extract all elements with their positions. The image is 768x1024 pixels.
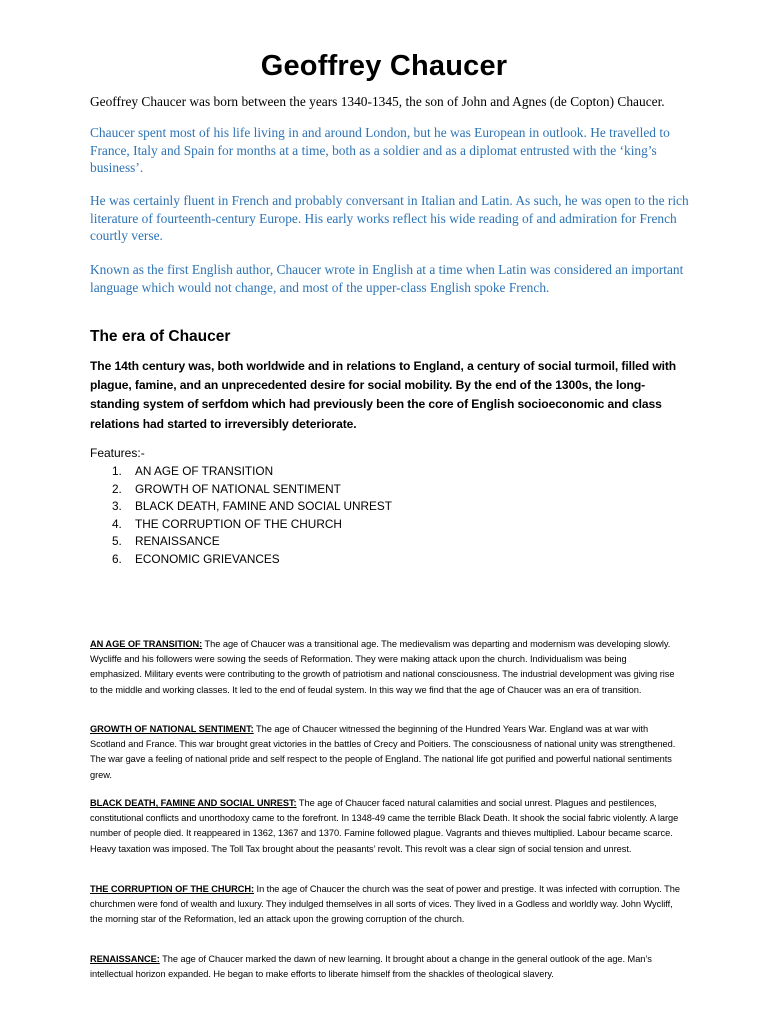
page-title: Geoffrey Chaucer (260, 50, 508, 82)
intro-paragraph: Geoffrey Chaucer was born between the years 1340-1345, the son of John and Agnes (de Copton) Chaucer. (90, 94, 665, 109)
list-text: AN AGE OF TRANSITION (135, 464, 274, 478)
paragraph-languages: He was certainly fluent in French and probably conversant in Italian and Latin. As such, he was open to the rich literature of fourteenth-century Europe. His early works reflect his wide reading of and admiration for French courtly verse. (90, 193, 689, 243)
list-number: 2. (112, 481, 122, 496)
section-text: The age of Chaucer marked the dawn of new learning. It brought about a change in the general outlook of the age. Man’s intellectual horizon expanded. He began to make efforts to liberate himself from the shackles of theological slavery. (90, 954, 652, 980)
list-item (90, 533, 392, 551)
list-number: 6. (112, 551, 122, 566)
list-item (90, 551, 392, 569)
section-label: BLACK DEATH, FAMINE AND SOCIAL UNREST: (90, 798, 297, 808)
list-item (90, 463, 392, 481)
paragraph-london: Chaucer spent most of his life living in and around London, but he was European in outlook. He travelled to France, Italy and Spain for months at a time, both as a soldier and as a diplomat entrusted with the ‘king’s business’. (90, 125, 670, 175)
list-text: ECONOMIC GRIEVANCES (135, 551, 280, 566)
section-text: The age of Chaucer witnessed the beginning of the Hundred Years War. England was at war with Scotland and France. This war brought great victories in the battles of Crecy and Poitiers. The consciousness of national unity was strengthened. The war gave a feeling of national pride and self respect to the people of England. The national life got purified and powerful national sentiments grew. (90, 724, 676, 780)
section-corruption-church (90, 882, 680, 928)
section-label: AN AGE OF TRANSITION: (90, 639, 203, 649)
era-paragraph: The 14th century was, both worldwide and in relations to England, a century of social turmoil, filled with plague, famine, and an unprecedented desire for social mobility. By the end of the 1300s, the long-standing system of serfdom which had previously been the core of English socioeconomic and class relations had started to irreversibly deteriorate. (90, 359, 677, 431)
list-item (90, 498, 392, 516)
section-age-of-transition (90, 637, 680, 698)
list-text: BLACK DEATH, FAMINE AND SOCIAL UNREST (135, 499, 392, 514)
list-number: 4. (112, 516, 122, 531)
section-label: GROWTH OF NATIONAL SENTIMENT: (90, 724, 254, 734)
section-renaissance (90, 952, 680, 982)
list-number: 5. (112, 534, 122, 549)
features-list (90, 463, 392, 569)
section-text: The age of Chaucer was a transitional age. The medievalism was departing and modernism was developing slowly. Wycliffe and his followers were sowing the seeds of Reformation. They were making attack upon the church. Individualism was being emphasized. Military events were contributing to the growth of patriotism and national consciousness. The industrial development was giving rise to the middle and working classes. It led to the end of feudal system. In this way we find that the age of Chaucer was an era of transition. (90, 639, 675, 695)
paragraph-first-english-author: Known as the first English author, Chaucer wrote in English at a time when Latin was considered an important language which would not change, and most of the upper-class English spoke French. (90, 262, 684, 295)
list-item (90, 516, 392, 534)
list-number: 1. (112, 464, 122, 478)
list-text: RENAISSANCE (135, 534, 220, 549)
list-text: GROWTH OF NATIONAL SENTIMENT (135, 481, 341, 496)
section-label: RENAISSANCE: (90, 954, 160, 964)
section-text: The age of Chaucer faced natural calamities and social unrest. Plagues and pestilences, constitutional conflicts and unorthodoxy came to the forefront. In 1348-49 came the terrible Black Death. It shook the social fabric violently. A large number of people died. It reappeared in 1362, 1367 and 1370. Famine followed plague. Vagrants and thieves multiplied. Labour became scarce. Heavy taxation was imposed. The Toll Tax brought about the peasants’ revolt. This revolt was a clear sign of social tension and unrest. (90, 798, 679, 854)
section-label: THE CORRUPTION OF THE CHURCH: (90, 884, 255, 894)
section-text: In the age of Chaucer the church was the seat of power and prestige. It was infected with corruption. The churchmen were fond of wealth and luxury. They indulged themselves in all sorts of vices. They lived in a Godless and worldly way. John Wycliff, the morning star of the Reformation, led an attack upon the growing corruption of the church. (90, 884, 680, 925)
era-heading: The era of Chaucer (90, 328, 231, 345)
section-black-death (90, 796, 680, 857)
list-item (90, 481, 392, 499)
features-label: Features:- (90, 446, 145, 460)
list-text: THE CORRUPTION OF THE CHURCH (135, 516, 342, 531)
list-number: 3. (112, 499, 122, 514)
section-national-sentiment (90, 722, 680, 783)
